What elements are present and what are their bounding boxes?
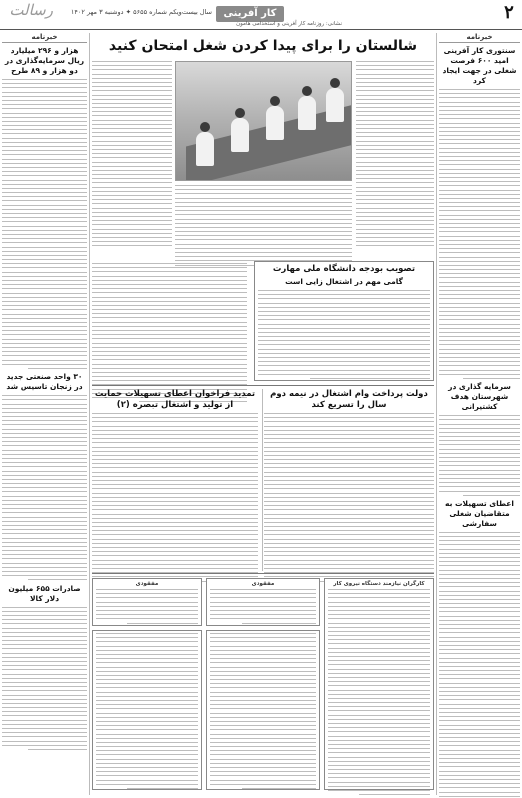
column-divider [262,389,263,571]
section-brand-box: کار آفرینی [216,6,284,22]
photo-worker-head [270,96,280,106]
lost-notice-b-text [210,589,316,624]
section-divider [92,385,434,386]
right-article-text-top [439,89,520,379]
photo-worker [231,118,249,152]
left-article-text-low [2,607,87,750]
skills-university-subtitle: گامی مهم در اشتغال زایی است [285,277,403,286]
photo-worker-head [302,86,312,96]
header-subtitle: نشانی: روزنامه کار آفرینی و استخدامی هامون [236,21,342,27]
newspaper-logo: رسالت [9,1,53,19]
employment-loan-text [264,413,434,582]
legal-notice-e-text [96,633,198,789]
left-article-title-low: صادرات ۶۵۵ میلیون دلار کالا [8,583,81,603]
left-section-label: خبرنامه [2,33,87,43]
page-number: ۲ [504,2,514,23]
section-divider [92,573,434,574]
right-article-text-mid [439,415,520,496]
legal-notice-a-title: کارگران نیازمند دستگاه نیروی کار [333,581,425,587]
left-news-column [2,33,90,795]
employment-loan-title: دولت پرداخت وام اشتغال در نیمه دوم سال را تسریع کند [270,389,428,410]
factory-workers-photo [175,61,352,181]
main-article-text-left [92,61,172,249]
lost-notice-c-label: مفقودی [135,581,159,587]
photo-worker-head [330,78,340,88]
legal-notice-d [206,630,320,790]
photo-worker [196,132,214,166]
left-article-title-top: هزار و ۲۹۶ میلیارد ریال سرمایه‌گذاری در دو هزار و ۸۹ طرح [4,46,85,75]
employment-loan-article [264,389,434,569]
skills-university-article [254,261,434,381]
lost-notice-c-text [96,589,198,624]
lost-document-notice-c [92,578,202,626]
lost-document-notice-b [206,578,320,626]
photo-worker [298,96,316,130]
facility-callout-title: تمدید فراخوان اعطای تسهیلات حمایت از تولید و اشتغال تبصره (۲) [94,389,256,410]
main-article-text-under-photo [175,185,352,269]
facility-callout-article [92,389,258,569]
main-headline: شالستان را برای پیدا کردن شغل امتحان کنید [108,38,418,54]
page-header [0,0,522,28]
left-article-text-top [2,79,87,369]
left-article-title-mid: ۳۰ واحد صنعتی جدید در زنجان تاسیس شد [6,372,83,392]
lost-notice-b-label: مفقودی [251,581,275,587]
right-article-title-mid: سرمایه گذاری در شهرستان هدف کشتیرانی [448,382,511,412]
photo-worker-head [235,108,245,118]
legal-notice-a-text [328,589,430,795]
skills-university-text [258,290,430,379]
issue-info: سال بیست‌ویکم شماره ۵۶۵۵ ✦ دوشنبه ۳ مهر ۱۴۰۲ [70,8,212,16]
right-section-label: خبرنامه [439,33,520,43]
photo-worker [266,106,284,140]
right-news-column [436,33,520,795]
main-article-text-right [356,61,434,249]
right-article-text-low [439,532,520,798]
legal-notice-e [92,630,202,790]
skills-university-title: تصویب بودجه دانشگاه ملی مهارت [272,264,416,274]
header-rule [0,29,522,30]
photo-worker-head [200,122,210,132]
right-article-title-low: اعطای تسهیلات به متقاضیان شغلی سفارشی [445,498,514,528]
left-article-text-mid [2,395,87,580]
legal-notice-d-text [210,633,316,789]
facility-callout-text [92,413,258,582]
photo-worker [326,88,344,122]
right-article-title-top: سنتوری کار آفرینی امید ۶۰۰ فرصت شغلی در جهت ایجاد کرد [442,46,517,85]
legal-notice-a [324,578,434,790]
center-area [92,33,434,795]
